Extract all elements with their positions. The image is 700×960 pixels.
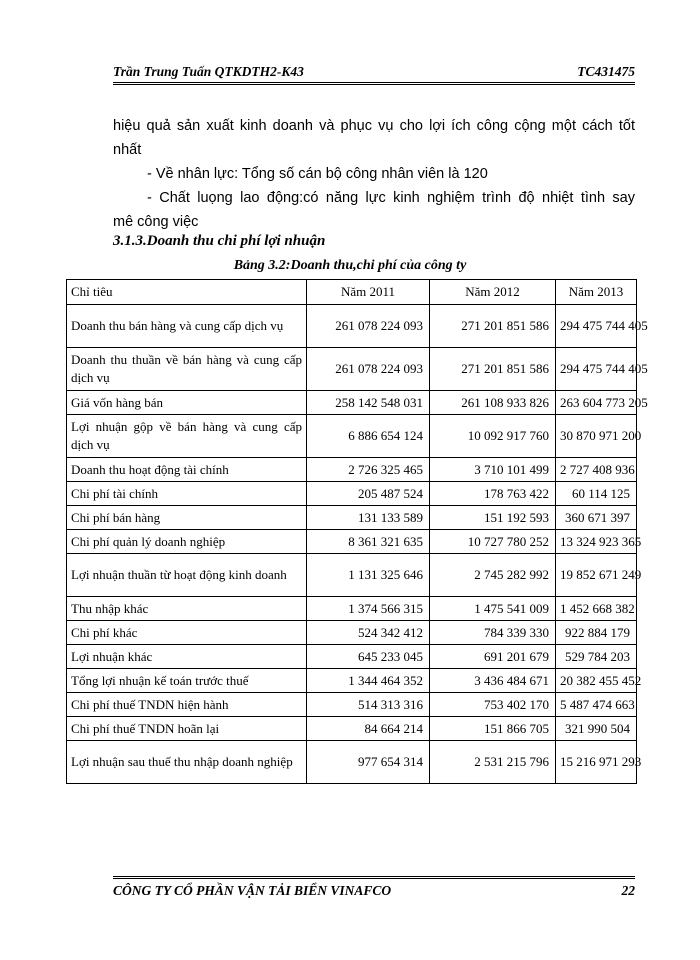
value-2013: 19 852 671 249 (556, 554, 637, 597)
value-2011: 258 142 548 031 (307, 391, 430, 415)
value-2011: 8 361 321 635 (307, 530, 430, 554)
value-2013: 922 884 179 (556, 621, 637, 645)
value-2012: 3 710 101 499 (430, 458, 556, 482)
value-2012: 10 092 917 760 (430, 415, 556, 458)
row-label: Chi phí quản lý doanh nghiệp (67, 530, 307, 554)
table-row (67, 717, 637, 741)
value-2012: 2 745 282 992 (430, 554, 556, 597)
value-2013: 529 784 203 (556, 645, 637, 669)
value-2012: 271 201 851 586 (430, 348, 556, 391)
value-2012: 1 475 541 009 (430, 597, 556, 621)
footer-company: CÔNG TY CỔ PHẦN VẬN TẢI BIỂN VINAFCO (113, 883, 392, 898)
value-2011: 514 313 316 (307, 693, 430, 717)
table-row (67, 305, 637, 348)
table-caption: Bảng 3.2:Doanh thu,chi phí của công ty (233, 258, 467, 273)
row-label: Tổng lợi nhuận kế toán trước thuế (67, 669, 307, 693)
value-2013: 20 382 455 452 (556, 669, 637, 693)
row-label: Doanh thu hoạt động tài chính (67, 458, 307, 482)
header-author: Trần Trung Tuấn QTKDTH2-K43 (113, 64, 304, 79)
table-row (67, 741, 637, 784)
section-heading: 3.1.3.Doanh thu chi phí lợi nhuận (113, 233, 326, 249)
table-row (67, 415, 637, 458)
table-row (67, 597, 637, 621)
body-line-5: mê công việc (113, 214, 199, 230)
header-year-2012: Năm 2012 (430, 280, 556, 305)
value-2013: 294 475 744 405 (556, 348, 637, 391)
value-2011: 524 342 412 (307, 621, 430, 645)
value-2012: 178 763 422 (430, 482, 556, 506)
table-row (67, 506, 637, 530)
row-label: Giá vốn hàng bán (67, 391, 307, 415)
table-row (67, 621, 637, 645)
row-label: Chi phí khác (67, 621, 307, 645)
row-label: Lợi nhuận gộp về bán hàng và cung cấp dịch vụ (67, 415, 307, 458)
table-header-row (67, 280, 637, 305)
table-row (67, 554, 637, 597)
row-label: Doanh thu bán hàng và cung cấp dịch vụ (67, 305, 307, 348)
table-row (67, 458, 637, 482)
value-2013: 13 324 923 365 (556, 530, 637, 554)
table-row (67, 391, 637, 415)
table-row (67, 645, 637, 669)
row-label: Chi phí tài chính (67, 482, 307, 506)
value-2012: 753 402 170 (430, 693, 556, 717)
value-2012: 151 192 593 (430, 506, 556, 530)
value-2012: 271 201 851 586 (430, 305, 556, 348)
value-2012: 691 201 679 (430, 645, 556, 669)
header-code: TC431475 (577, 64, 635, 79)
value-2012: 2 531 215 796 (430, 741, 556, 784)
value-2013: 5 487 474 663 (556, 693, 637, 717)
body-line-1: hiệu quả sản xuất kinh doanh và phục vụ cho lợi ích công cộng một cách tốt (113, 118, 635, 134)
value-2013: 360 671 397 (556, 506, 637, 530)
table-row (67, 482, 637, 506)
value-2011: 1 131 325 646 (307, 554, 430, 597)
value-2011: 205 487 524 (307, 482, 430, 506)
value-2013: 263 604 773 205 (556, 391, 637, 415)
value-2011: 977 654 314 (307, 741, 430, 784)
value-2012: 261 108 933 826 (430, 391, 556, 415)
body-line-2: nhất (113, 142, 142, 158)
value-2012: 10 727 780 252 (430, 530, 556, 554)
value-2013: 321 990 504 (556, 717, 637, 741)
value-2011: 1 374 566 315 (307, 597, 430, 621)
value-2011: 1 344 464 352 (307, 669, 430, 693)
value-2011: 2 726 325 465 (307, 458, 430, 482)
page-number: 22 (621, 883, 635, 898)
revenue-table (66, 279, 648, 784)
value-2013: 15 216 971 293 (556, 741, 637, 784)
value-2011: 261 078 224 093 (307, 305, 430, 348)
table-row (67, 348, 637, 391)
row-label: Lợi nhuận sau thuế thu nhập doanh nghiệp (67, 741, 307, 784)
row-label: Chi phí thuế TNDN hiện hành (67, 693, 307, 717)
header-year-2013: Năm 2013 (556, 280, 637, 305)
value-2013: 60 114 125 (556, 482, 637, 506)
row-label: Chi phí bán hàng (67, 506, 307, 530)
page-footer (113, 876, 635, 899)
value-2011: 261 078 224 093 (307, 348, 430, 391)
table-row (67, 693, 637, 717)
table-row (67, 530, 637, 554)
value-2011: 645 233 045 (307, 645, 430, 669)
body-text (113, 114, 635, 234)
header-indicator: Chỉ tiêu (67, 280, 307, 305)
value-2013: 1 452 668 382 (556, 597, 637, 621)
value-2011: 6 886 654 124 (307, 415, 430, 458)
value-2013: 2 727 408 936 (556, 458, 637, 482)
value-2011: 131 133 589 (307, 506, 430, 530)
value-2012: 784 339 330 (430, 621, 556, 645)
value-2013: 30 870 971 200 (556, 415, 637, 458)
value-2013: 294 475 744 405 (556, 305, 637, 348)
header-year-2011: Năm 2011 (307, 280, 430, 305)
row-label: Doanh thu thuần về bán hàng và cung cấp dịch vụ (67, 348, 307, 391)
row-label: Chi phí thuế TNDN hoãn lại (67, 717, 307, 741)
row-label: Lợi nhuận khác (67, 645, 307, 669)
body-bullet-quality: - Chất luọng lao động:có năng lực kinh nghiệm trình độ nhiệt tình say (147, 190, 635, 206)
body-bullet-staff: - Về nhân lực: Tổng số cán bộ công nhân viên là 120 (147, 166, 488, 182)
value-2012: 151 866 705 (430, 717, 556, 741)
row-label: Thu nhập khác (67, 597, 307, 621)
row-label: Lợi nhuận thuần từ hoạt động kinh doanh (67, 554, 307, 597)
table-row (67, 669, 637, 693)
page-header (113, 62, 635, 85)
value-2012: 3 436 484 671 (430, 669, 556, 693)
value-2011: 84 664 214 (307, 717, 430, 741)
